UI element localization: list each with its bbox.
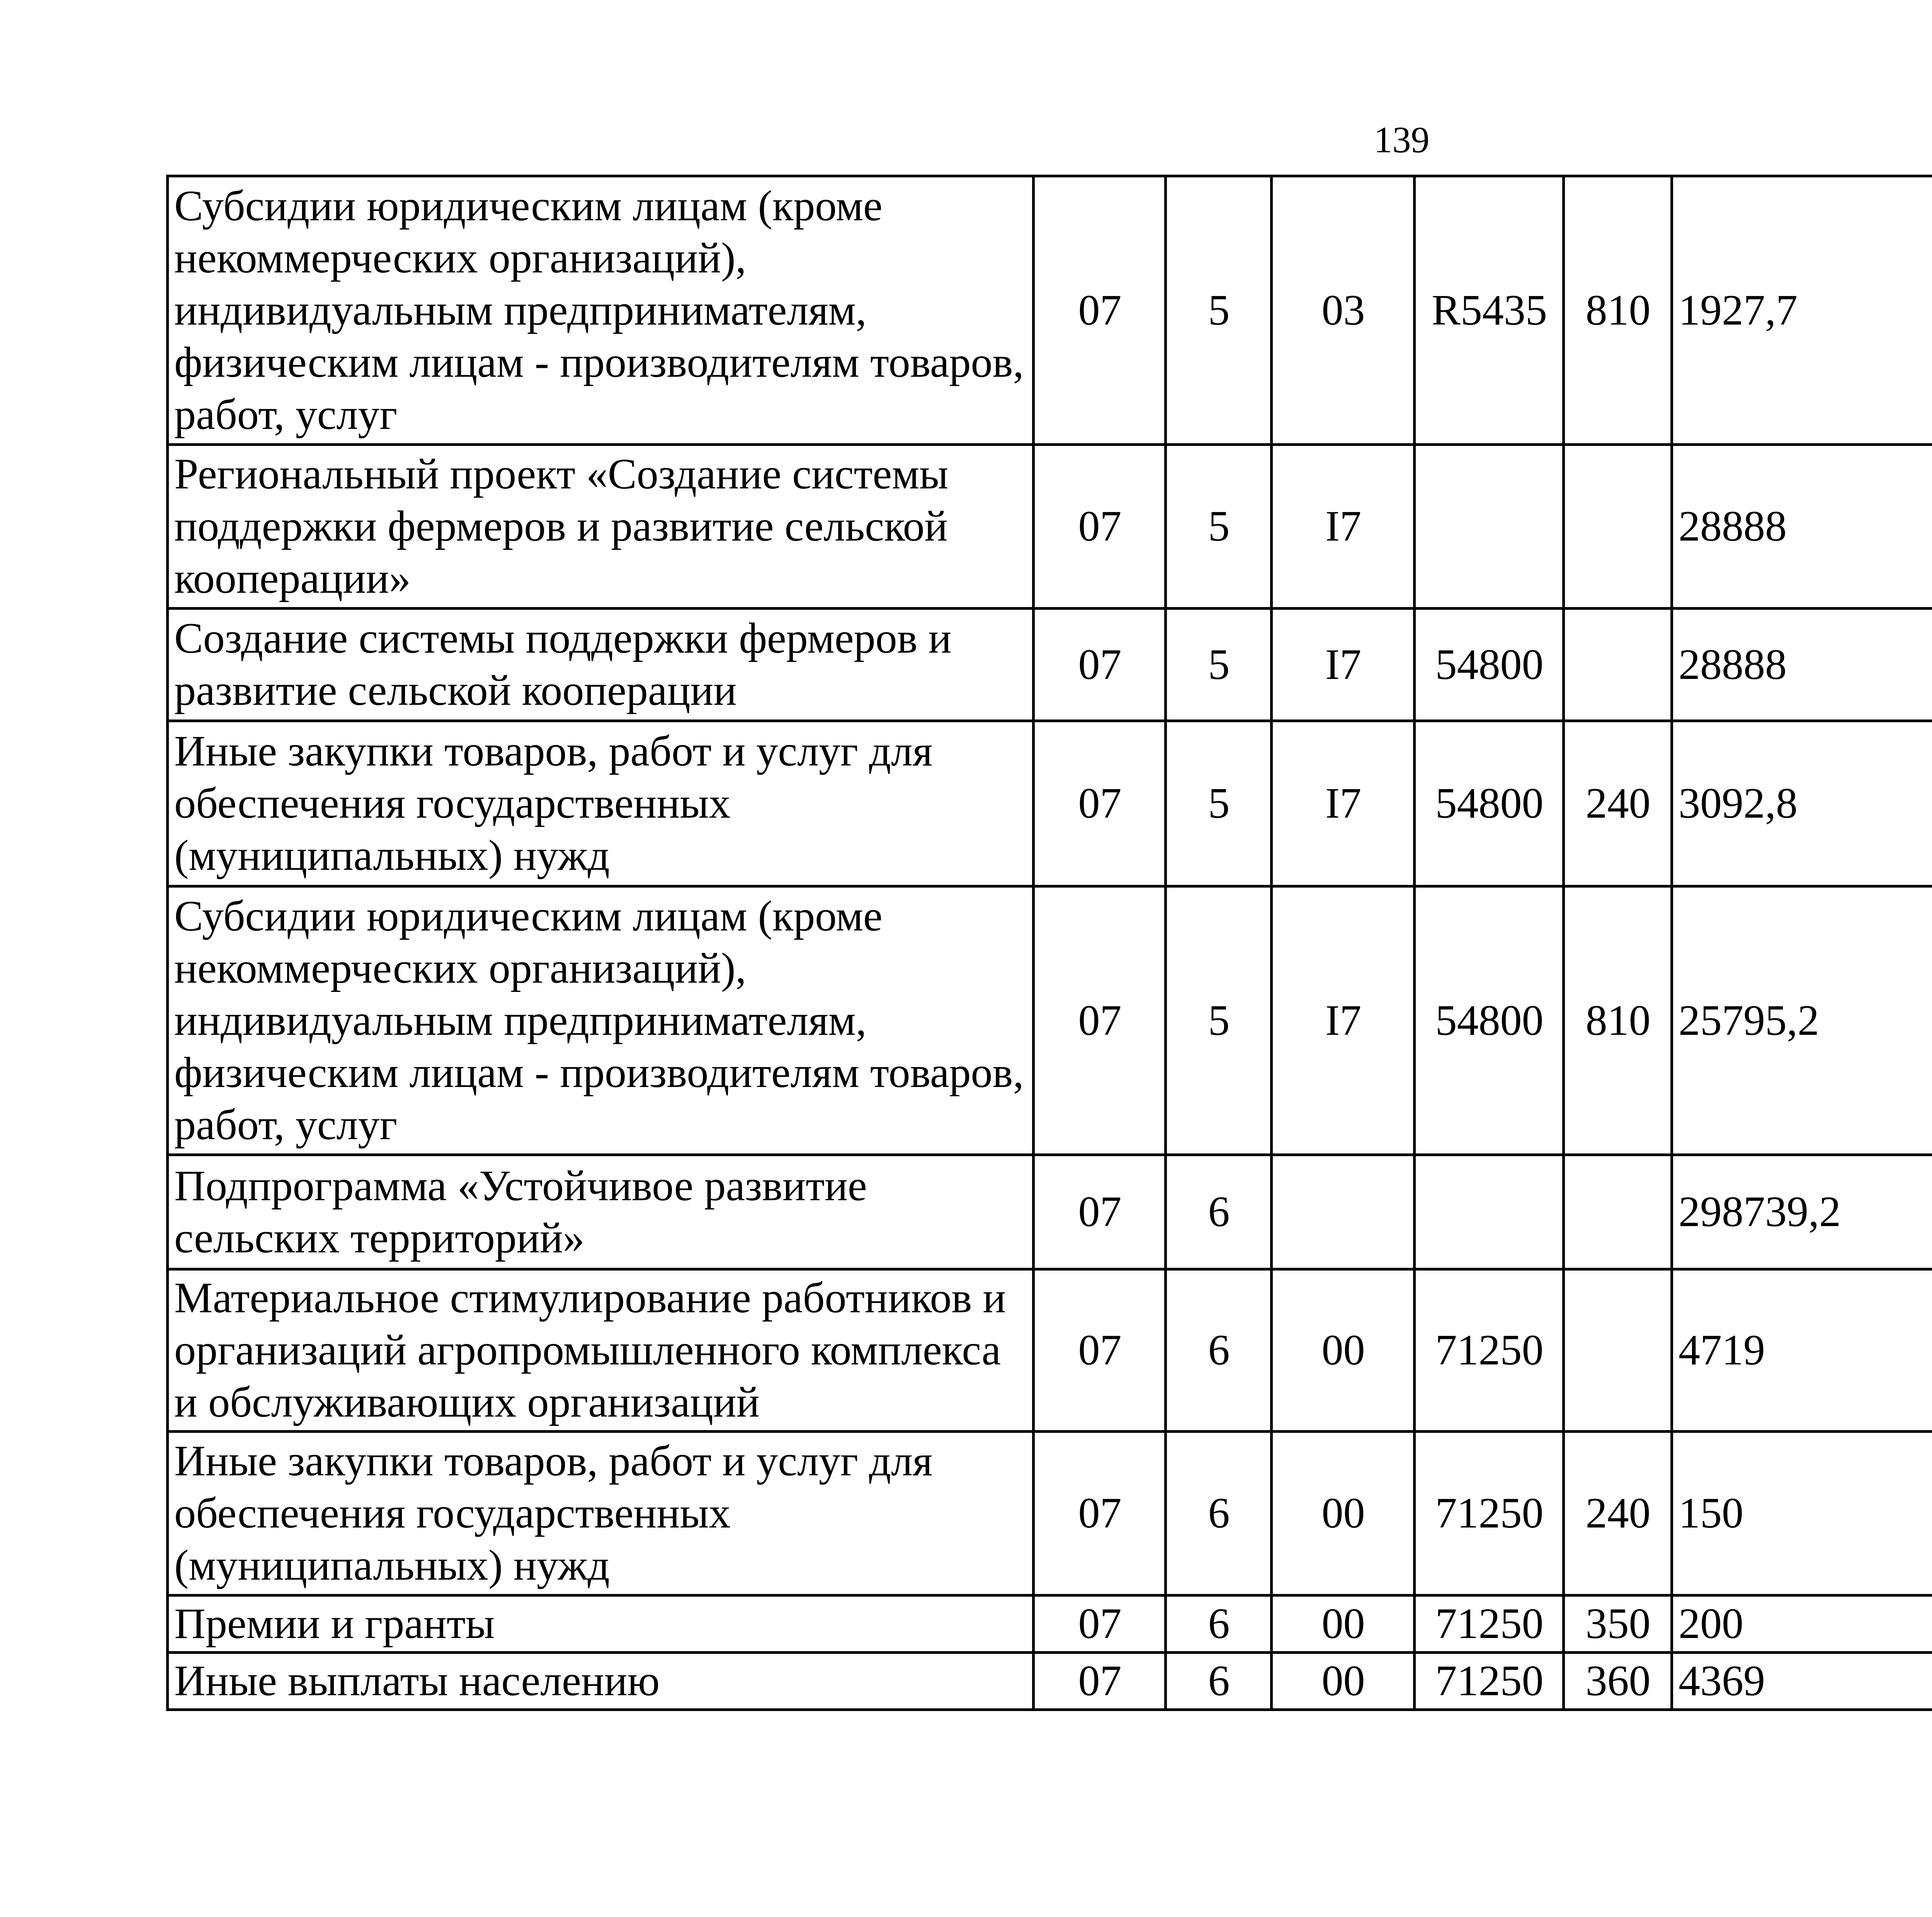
table-row <box>168 609 1932 721</box>
section-code-cell: 07 <box>1034 1155 1166 1269</box>
amount-year-1-cell: 4369 <box>1672 1653 1932 1710</box>
row-name-cell: Иные выплаты населению <box>168 1653 1034 1710</box>
table-row <box>168 445 1932 609</box>
budget-table <box>166 175 1932 1711</box>
program-code-cell: 6 <box>1166 1432 1272 1596</box>
row-name-cell: Региональный проект «Создание системы поддержки фермеров и развитие сельской кооперации» <box>168 445 1034 609</box>
amount-year-1-cell: 4719 <box>1672 1269 1932 1432</box>
row-name-cell: Премии и гранты <box>168 1596 1034 1653</box>
subprogram-code-cell: I7 <box>1272 721 1415 886</box>
expense-type-cell: 810 <box>1564 176 1672 445</box>
program-code-cell: 5 <box>1166 886 1272 1155</box>
expense-type-cell <box>1564 1269 1672 1432</box>
section-code-cell: 07 <box>1034 445 1166 609</box>
amount-year-1-cell: 25795,2 <box>1672 886 1932 1155</box>
expense-type-cell: 810 <box>1564 886 1672 1155</box>
direction-code-cell: 54800 <box>1415 721 1564 886</box>
subprogram-code-cell: 00 <box>1272 1596 1415 1653</box>
subprogram-code-cell: I7 <box>1272 886 1415 1155</box>
program-code-cell: 5 <box>1166 445 1272 609</box>
subprogram-code-cell: 00 <box>1272 1432 1415 1596</box>
program-code-cell: 5 <box>1166 609 1272 721</box>
amount-year-1-cell: 1927,7 <box>1672 176 1932 445</box>
program-code-cell: 5 <box>1166 176 1272 445</box>
section-code-cell: 07 <box>1034 721 1166 886</box>
amount-year-1-cell: 150 <box>1672 1432 1932 1596</box>
subprogram-code-cell: I7 <box>1272 609 1415 721</box>
direction-code-cell <box>1415 445 1564 609</box>
row-name-cell: Материальное стимулирование работников и организаций агропромышленного комплекса и обслуживающих организаций <box>168 1269 1034 1432</box>
row-name-cell: Субсидии юридическим лицам (кроме некоммерческих организаций), индивидуальным предпринимателям, физическим лицам - производителям товаров, работ, услуг <box>168 886 1034 1155</box>
amount-year-1-cell: 200 <box>1672 1596 1932 1653</box>
subprogram-code-cell: I7 <box>1272 445 1415 609</box>
expense-type-cell: 240 <box>1564 721 1672 886</box>
table-row <box>168 886 1932 1155</box>
section-code-cell: 07 <box>1034 1596 1166 1653</box>
expense-type-cell <box>1564 609 1672 721</box>
program-code-cell: 6 <box>1166 1596 1272 1653</box>
row-name-cell: Иные закупки товаров, работ и услуг для обеспечения государственных (муниципальных) нужд <box>168 721 1034 886</box>
direction-code-cell: 71250 <box>1415 1432 1564 1596</box>
row-name-cell: Создание системы поддержки фермеров и развитие сельской кооперации <box>168 609 1034 721</box>
table-row <box>168 1155 1932 1269</box>
section-code-cell: 07 <box>1034 1432 1166 1596</box>
subprogram-code-cell: 00 <box>1272 1269 1415 1432</box>
subprogram-code-cell: 03 <box>1272 176 1415 445</box>
table-row <box>168 1269 1932 1432</box>
table-row <box>168 1432 1932 1596</box>
amount-year-1-cell: 298739,2 <box>1672 1155 1932 1269</box>
expense-type-cell <box>1564 445 1672 609</box>
amount-year-1-cell: 3092,8 <box>1672 721 1932 886</box>
page-number: 139 <box>1374 119 1430 160</box>
expense-type-cell <box>1564 1155 1672 1269</box>
table-row <box>168 1653 1932 1710</box>
section-code-cell: 07 <box>1034 1653 1166 1710</box>
section-code-cell: 07 <box>1034 886 1166 1155</box>
amount-year-1-cell: 28888 <box>1672 445 1932 609</box>
program-code-cell: 6 <box>1166 1653 1272 1710</box>
row-name-cell: Подпрограмма «Устойчивое развитие сельских территорий» <box>168 1155 1034 1269</box>
direction-code-cell <box>1415 1155 1564 1269</box>
expense-type-cell: 360 <box>1564 1653 1672 1710</box>
row-name-cell: Субсидии юридическим лицам (кроме некоммерческих организаций), индивидуальным предпринимателям, физическим лицам - производителям товаров, работ, услуг <box>168 176 1034 445</box>
expense-type-cell: 240 <box>1564 1432 1672 1596</box>
program-code-cell: 6 <box>1166 1155 1272 1269</box>
section-code-cell: 07 <box>1034 176 1166 445</box>
expense-type-cell: 350 <box>1564 1596 1672 1653</box>
section-code-cell: 07 <box>1034 609 1166 721</box>
subprogram-code-cell: 00 <box>1272 1653 1415 1710</box>
direction-code-cell: 71250 <box>1415 1596 1564 1653</box>
section-code-cell: 07 <box>1034 1269 1166 1432</box>
program-code-cell: 6 <box>1166 1269 1272 1432</box>
direction-code-cell: R5435 <box>1415 176 1564 445</box>
table-row <box>168 176 1932 445</box>
table-row <box>168 1596 1932 1653</box>
direction-code-cell: 54800 <box>1415 886 1564 1155</box>
amount-year-1-cell: 28888 <box>1672 609 1932 721</box>
subprogram-code-cell <box>1272 1155 1415 1269</box>
program-code-cell: 5 <box>1166 721 1272 886</box>
table-row <box>168 721 1932 886</box>
row-name-cell: Иные закупки товаров, работ и услуг для обеспечения государственных (муниципальных) нужд <box>168 1432 1034 1596</box>
direction-code-cell: 71250 <box>1415 1269 1564 1432</box>
direction-code-cell: 54800 <box>1415 609 1564 721</box>
direction-code-cell: 71250 <box>1415 1653 1564 1710</box>
